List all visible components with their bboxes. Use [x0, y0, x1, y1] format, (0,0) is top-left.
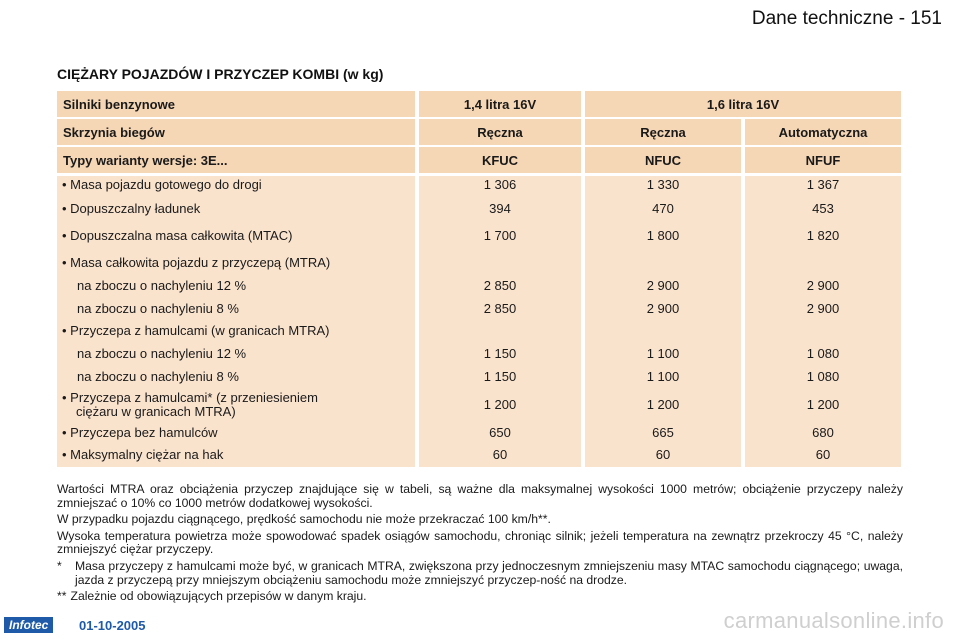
table-cell: 1 100	[646, 346, 680, 361]
row-label: • Dopuszczalna masa całkowita (MTAC)	[62, 228, 293, 243]
row-label: na zboczu o nachyleniu 12 %	[77, 346, 247, 361]
table-cell: 1 080	[806, 346, 840, 361]
value-column-nfuf	[745, 176, 901, 467]
row-label: • Przyczepa bez hamulców	[62, 425, 218, 440]
row-label-multiline	[57, 391, 415, 419]
table-cell: 453	[812, 201, 834, 216]
variant-2: NFUC	[585, 147, 741, 173]
table-cell: 2 850	[483, 301, 517, 316]
infotec-logo: Infotec	[4, 617, 53, 633]
value-column-nfuc	[585, 176, 741, 467]
table-cell: 60	[815, 447, 831, 462]
table-cell: 60	[655, 447, 671, 462]
table-cell: 394	[489, 201, 511, 216]
footnote-mark: **	[57, 589, 67, 604]
row-label: • Dopuszczalny ładunek	[62, 201, 201, 216]
variant-label: Typy warianty wersje: 3E...	[57, 147, 415, 173]
row-label: • Masa całkowita pojazdu z przyczepą (MTRA)	[62, 255, 331, 270]
footnote-mark: *	[57, 558, 62, 573]
footnote-text: Masa przyczepy z hamulcami może być, w granicach MTRA, zwiększona przy jednoczesnym zmniejszeniu masy MTAC samochodu ciągnącego; uwaga, jazda z przyczepą przy mniejszym obciążeniu samochodu może zmniejszyć przyczep-ność na drodze.	[75, 558, 903, 587]
row-label-continued: ciężaru w granicach MTRA)	[76, 404, 236, 419]
footnote-2	[57, 590, 903, 604]
table-cell: 1 200	[806, 397, 840, 412]
table-cell: 2 850	[483, 278, 517, 293]
gearbox-3: Automatyczna	[745, 119, 901, 145]
table-cell: 1 150	[483, 369, 517, 384]
row-label: • Przyczepa z hamulcami (w granicach MTRA)	[62, 323, 330, 338]
gearbox-1: Ręczna	[419, 119, 581, 145]
table-cell: 1 330	[646, 177, 680, 192]
row-label: • Przyczepa z hamulcami* (z przeniesieniem	[62, 390, 318, 405]
table-cell: 1 080	[806, 369, 840, 384]
engine-1: 1,4 litra 16V	[419, 91, 581, 117]
row-label: • Masa pojazdu gotowego do drogi	[62, 177, 262, 192]
note-paragraph: Wysoka temperatura powietrza może spowodować spadek osiągów samochodu, chroniąc silnik; jeżeli temperatura na zewnątrz przekroczy 45 °C, należy zmniejszyć ciężar przyczepy.	[57, 528, 903, 557]
gearbox-row	[57, 119, 901, 145]
table-cell: 2 900	[806, 301, 840, 316]
row-label: na zboczu o nachyleniu 8 %	[77, 301, 239, 316]
row-label: na zboczu o nachyleniu 8 %	[77, 369, 239, 384]
table-cell: 1 306	[483, 177, 517, 192]
table-cell: 1 100	[646, 369, 680, 384]
weights-table-body	[57, 176, 901, 467]
value-column-kfuc	[419, 176, 581, 467]
label-column	[57, 176, 415, 467]
footer-date: 01-10-2005	[79, 618, 146, 633]
table-cell: 1 820	[806, 228, 840, 243]
table-cell: 650	[489, 425, 511, 440]
note-paragraph: Wartości MTRA oraz obciążenia przyczep znajdujące się w tabeli, są ważne dla maksymalnej wysokości 1000 metrów; obciążenie przyczepy należy zmniejszać o 10% co 1000 metrów dodatkowej wysokości.	[57, 482, 903, 510]
table-cell: 1 200	[646, 397, 680, 412]
table-cell: 1 367	[806, 177, 840, 192]
engine-label: Silniki benzynowe	[57, 91, 415, 117]
variant-3: NFUF	[745, 147, 901, 173]
table-cell: 665	[652, 425, 674, 440]
gearbox-label: Skrzynia biegów	[57, 119, 415, 145]
gearbox-2: Ręczna	[585, 119, 741, 145]
footnote-text: Zależnie od obowiązujących przepisów w danym kraju.	[70, 589, 367, 604]
watermark: carmanualsonline.info	[723, 608, 944, 633]
variant-1: KFUC	[419, 147, 581, 173]
table-cell: 60	[492, 447, 508, 462]
engine-row	[57, 91, 901, 117]
row-label: • Maksymalny ciężar na hak	[62, 447, 224, 462]
section-title: CIĘŻARY POJAZDÓW I PRZYCZEP KOMBI (w kg)	[57, 66, 384, 82]
table-cell: 2 900	[646, 301, 680, 316]
row-label: na zboczu o nachyleniu 12 %	[77, 278, 247, 293]
footnote-1	[57, 560, 903, 587]
table-cell: 470	[652, 201, 674, 216]
table-cell: 680	[812, 425, 834, 440]
table-cell: 2 900	[806, 278, 840, 293]
table-cell: 1 800	[646, 228, 680, 243]
table-cell: 2 900	[646, 278, 680, 293]
engine-2: 1,6 litra 16V	[585, 91, 901, 117]
table-cell: 1 700	[483, 228, 517, 243]
table-cell: 1 200	[483, 397, 517, 412]
page-header: Dane techniczne - 151	[751, 8, 942, 29]
variant-row	[57, 147, 901, 173]
table-cell: 1 150	[483, 346, 517, 361]
notes	[57, 483, 903, 607]
note-paragraph: W przypadku pojazdu ciągnącego, prędkość samochodu nie może przekraczać 100 km/h**.	[57, 512, 551, 527]
